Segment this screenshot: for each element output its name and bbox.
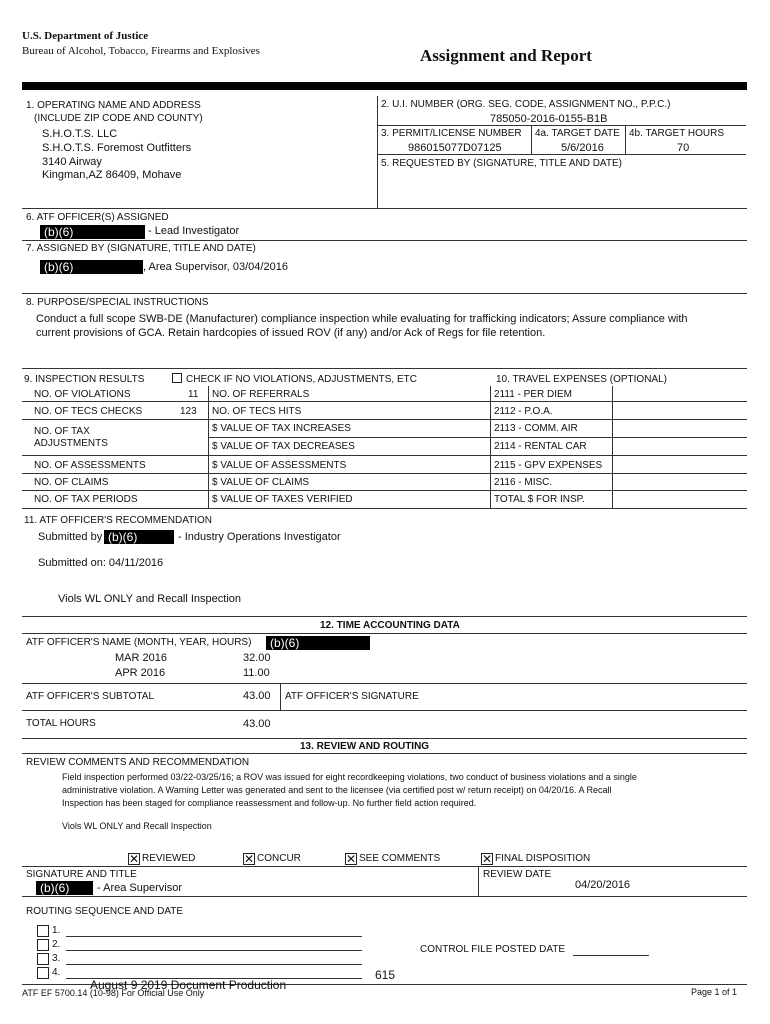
routing-label: ROUTING SEQUENCE AND DATE xyxy=(26,906,184,917)
value-claims-label: $ VALUE OF CLAIMS xyxy=(212,477,310,488)
purpose-line-2: current provisions of GCA. Retain hardcopies of issued ROV (if any) and/or Ack of Regs for file retention. xyxy=(36,327,546,339)
review-comment-3: Inspection has been staged for compliance reassessment and follow-up. No further field action required. xyxy=(62,798,477,808)
divider xyxy=(208,437,747,438)
per-diem-label: 2111 - PER DIEM xyxy=(494,389,572,400)
department-name: U.S. Department of Justice xyxy=(22,30,149,42)
divider xyxy=(378,125,746,126)
see-comments-checkbox[interactable]: ✕ xyxy=(346,852,357,866)
comm-air-label: 2113 - COMM. AIR xyxy=(494,423,578,434)
review-comment-4: Viols WL ONLY and Recall Inspection xyxy=(62,821,212,831)
total-hours-value: 43.00 xyxy=(243,718,271,730)
divider xyxy=(378,154,746,155)
sec8-label: 8. PURPOSE/SPECIAL INSTRUCTIONS xyxy=(26,297,209,308)
divider xyxy=(22,710,747,711)
divider xyxy=(22,866,747,867)
divider xyxy=(377,96,378,208)
divider xyxy=(22,473,747,474)
month-2: APR 2016 xyxy=(115,667,166,679)
target-hours: 70 xyxy=(677,142,690,154)
target-date: 5/6/2016 xyxy=(561,142,604,154)
routing-num-1: 1. xyxy=(52,925,61,936)
divider xyxy=(22,208,747,209)
control-file-label: CONTROL FILE POSTED DATE xyxy=(420,944,566,955)
submitted-by-role: - Industry Operations Investigator xyxy=(178,531,341,543)
divider xyxy=(22,753,747,754)
routing-checkbox-4[interactable] xyxy=(37,967,49,979)
review-comments-label: REVIEW COMMENTS AND RECOMMENDATION xyxy=(26,757,250,768)
divider xyxy=(22,683,747,684)
purpose-line-1: Conduct a full scope SWB-DE (Manufacturer) compliance inspection while evaluating for trafficking indicators; Assure compliance with xyxy=(36,313,688,325)
review-comment-2: administrative violation. A Warning Letter was generated and sent to the licensee (via certified post w/ return receipt) on 04/20/16. A Recall xyxy=(62,785,612,795)
poa-label: 2112 - P.O.A. xyxy=(494,406,553,417)
final-disposition-label: FINAL DISPOSITION xyxy=(495,853,591,864)
referrals-label: NO. OF REFERRALS xyxy=(212,389,310,400)
gpv-label: 2115 - GPV EXPENSES xyxy=(494,460,603,471)
bureau-name: Bureau of Alcohol, Tobacco, Firearms and Explosives xyxy=(22,45,260,57)
routing-checkbox-2[interactable] xyxy=(37,939,49,951)
concur-label: CONCUR xyxy=(257,853,301,864)
bates-number: 615 xyxy=(375,968,396,982)
assessments-label: NO. OF ASSESSMENTS xyxy=(34,460,146,471)
sec6-label: 6. ATF OFFICER(S) ASSIGNED xyxy=(26,212,169,223)
month-1: MAR 2016 xyxy=(115,652,167,664)
routing-line-1[interactable] xyxy=(66,936,362,937)
sec13-title: 13. REVIEW AND ROUTING xyxy=(300,741,430,752)
divider xyxy=(280,683,281,710)
divider xyxy=(531,125,532,154)
signature-title-label: SIGNATURE AND TITLE xyxy=(26,869,137,880)
routing-num-4: 4. xyxy=(52,967,61,978)
assigned-by-value: , Area Supervisor, 03/04/2016 xyxy=(143,261,288,273)
tecs-checks-count: 123 xyxy=(180,406,197,417)
sec5-label: 5. REQUESTED BY (SIGNATURE, TITLE AND DATE) xyxy=(381,158,622,169)
ui-number: 785050-2016-0155-B1B xyxy=(490,113,608,125)
sec1-label: 1. OPERATING NAME AND ADDRESS xyxy=(26,100,201,111)
claims-label: NO. OF CLAIMS xyxy=(34,477,109,488)
sec7-label: 7. ASSIGNED BY (SIGNATURE, TITLE AND DATE) xyxy=(26,243,256,254)
permit-number: 986015077D07125 xyxy=(408,142,502,154)
divider xyxy=(478,866,479,896)
hours-1: 32.00 xyxy=(243,652,271,664)
routing-checkbox-1[interactable] xyxy=(37,925,49,937)
sec11-label: 11. ATF OFFICER'S RECOMMENDATION xyxy=(24,515,213,526)
divider xyxy=(22,455,747,456)
concur-checkbox[interactable]: ✕ xyxy=(244,852,255,866)
rental-car-label: 2114 - RENTAL CAR xyxy=(494,441,587,452)
redaction-box: (b)(6) xyxy=(104,530,174,544)
review-date: 04/20/2016 xyxy=(575,879,631,891)
form-number: ATF EF 5700.14 (10-98) For Official Use Only xyxy=(22,988,205,998)
sec12-title: 12. TIME ACCOUNTING DATA xyxy=(320,620,460,631)
officer-name-label: ATF OFFICER'S NAME (MONTH, YEAR, HOURS) xyxy=(26,637,252,648)
redaction-box: (b)(6) xyxy=(40,225,145,239)
page-number: Page 1 of 1 xyxy=(691,987,738,997)
no-violations-label: CHECK IF NO VIOLATIONS, ADJUSTMENTS, ETC xyxy=(186,374,417,385)
sec9-label: 9. INSPECTION RESULTS xyxy=(24,374,145,385)
divider xyxy=(22,896,747,897)
see-comments-label: SEE COMMENTS xyxy=(359,853,441,864)
officer-signature-label: ATF OFFICER'S SIGNATURE xyxy=(285,691,419,702)
sec4a-label: 4a. TARGET DATE xyxy=(535,128,620,139)
final-disposition-checkbox[interactable]: ✕ xyxy=(482,852,493,866)
operating-city: Kingman,AZ 86409, Mohave xyxy=(42,169,182,181)
redaction-box: (b)(6) xyxy=(266,636,370,650)
tax-adjustments-label: NO. OF TAX xyxy=(34,426,90,437)
total-hours-label: TOTAL HOURS xyxy=(26,718,96,729)
total-insp-label: TOTAL $ FOR INSP. xyxy=(494,494,585,505)
tax-adjustments-label-2: ADJUSTMENTS xyxy=(34,438,108,449)
divider xyxy=(22,293,747,294)
violations-count: 11 xyxy=(188,389,199,400)
reviewed-checkbox[interactable]: ✕ xyxy=(129,852,140,866)
sec1-sublabel: (INCLUDE ZIP CODE AND COUNTY) xyxy=(34,113,203,124)
divider xyxy=(22,508,747,509)
divider xyxy=(22,738,747,739)
lead-investigator-role: - Lead Investigator xyxy=(148,225,240,237)
review-date-label: REVIEW DATE xyxy=(483,869,552,880)
divider xyxy=(22,240,747,241)
routing-line-2[interactable] xyxy=(66,950,362,951)
no-violations-checkbox[interactable] xyxy=(172,373,182,383)
sec2-label: 2. U.I. NUMBER (ORG. SEG. CODE, ASSIGNMENT NO., P.P.C.) xyxy=(381,99,671,110)
hours-2: 11.00 xyxy=(243,667,270,679)
reviewed-label: REVIEWED xyxy=(142,853,196,864)
divider xyxy=(22,401,747,402)
subtotal-value: 43.00 xyxy=(243,690,271,702)
violations-label: NO. OF VIOLATIONS xyxy=(34,389,131,400)
divider xyxy=(22,633,747,634)
routing-line-3[interactable] xyxy=(66,964,362,965)
form-title: Assignment and Report xyxy=(420,46,592,65)
operating-street: 3140 Airway xyxy=(42,156,102,168)
redaction-box: (b)(6) xyxy=(36,881,93,895)
routing-num-3: 3. xyxy=(52,953,61,964)
operating-name-2: S.H.O.T.S. Foremost Outfitters xyxy=(42,142,192,154)
submitted-on: Submitted on: 04/11/2016 xyxy=(38,557,164,569)
subtotal-label: ATF OFFICER'S SUBTOTAL xyxy=(26,691,155,702)
redaction-box: (b)(6) xyxy=(40,260,143,274)
divider xyxy=(22,419,747,420)
misc-label: 2116 - MISC. xyxy=(494,477,553,488)
divider xyxy=(22,368,747,369)
routing-checkbox-3[interactable] xyxy=(37,953,49,965)
divider xyxy=(625,125,626,154)
sec10-label: 10. TRAVEL EXPENSES (OPTIONAL) xyxy=(496,374,667,385)
sec4b-label: 4b. TARGET HOURS xyxy=(629,128,725,139)
review-comment-1: Field inspection performed 03/22-03/25/16; a ROV was issued for eight recordkeeping violations, two conduct of business violations and a single xyxy=(62,772,637,782)
tecs-checks-label: NO. OF TECS CHECKS xyxy=(34,406,143,417)
sec3-label: 3. PERMIT/LICENSE NUMBER xyxy=(381,128,522,139)
reviewer-role: - Area Supervisor xyxy=(97,882,182,894)
operating-name: S.H.O.T.S. LLC xyxy=(42,128,118,140)
tax-periods-label: NO. OF TAX PERIODS xyxy=(34,494,138,505)
recommendation-note: Viols WL ONLY and Recall Inspection xyxy=(58,593,242,605)
header-bar xyxy=(22,82,747,90)
divider xyxy=(22,490,747,491)
submitted-by-label: Submitted by xyxy=(38,531,103,543)
tax-increases-label: $ VALUE OF TAX INCREASES xyxy=(212,423,351,434)
routing-num-2: 2. xyxy=(52,939,61,950)
tecs-hits-label: NO. OF TECS HITS xyxy=(212,406,302,417)
divider xyxy=(22,616,747,617)
production-stamp: August 9 2019 Document Production xyxy=(90,978,287,992)
value-assessments-label: $ VALUE OF ASSESSMENTS xyxy=(212,460,347,471)
control-file-date-line[interactable] xyxy=(573,955,649,956)
taxes-verified-label: $ VALUE OF TAXES VERIFIED xyxy=(212,494,353,505)
tax-decreases-label: $ VALUE OF TAX DECREASES xyxy=(212,441,355,452)
